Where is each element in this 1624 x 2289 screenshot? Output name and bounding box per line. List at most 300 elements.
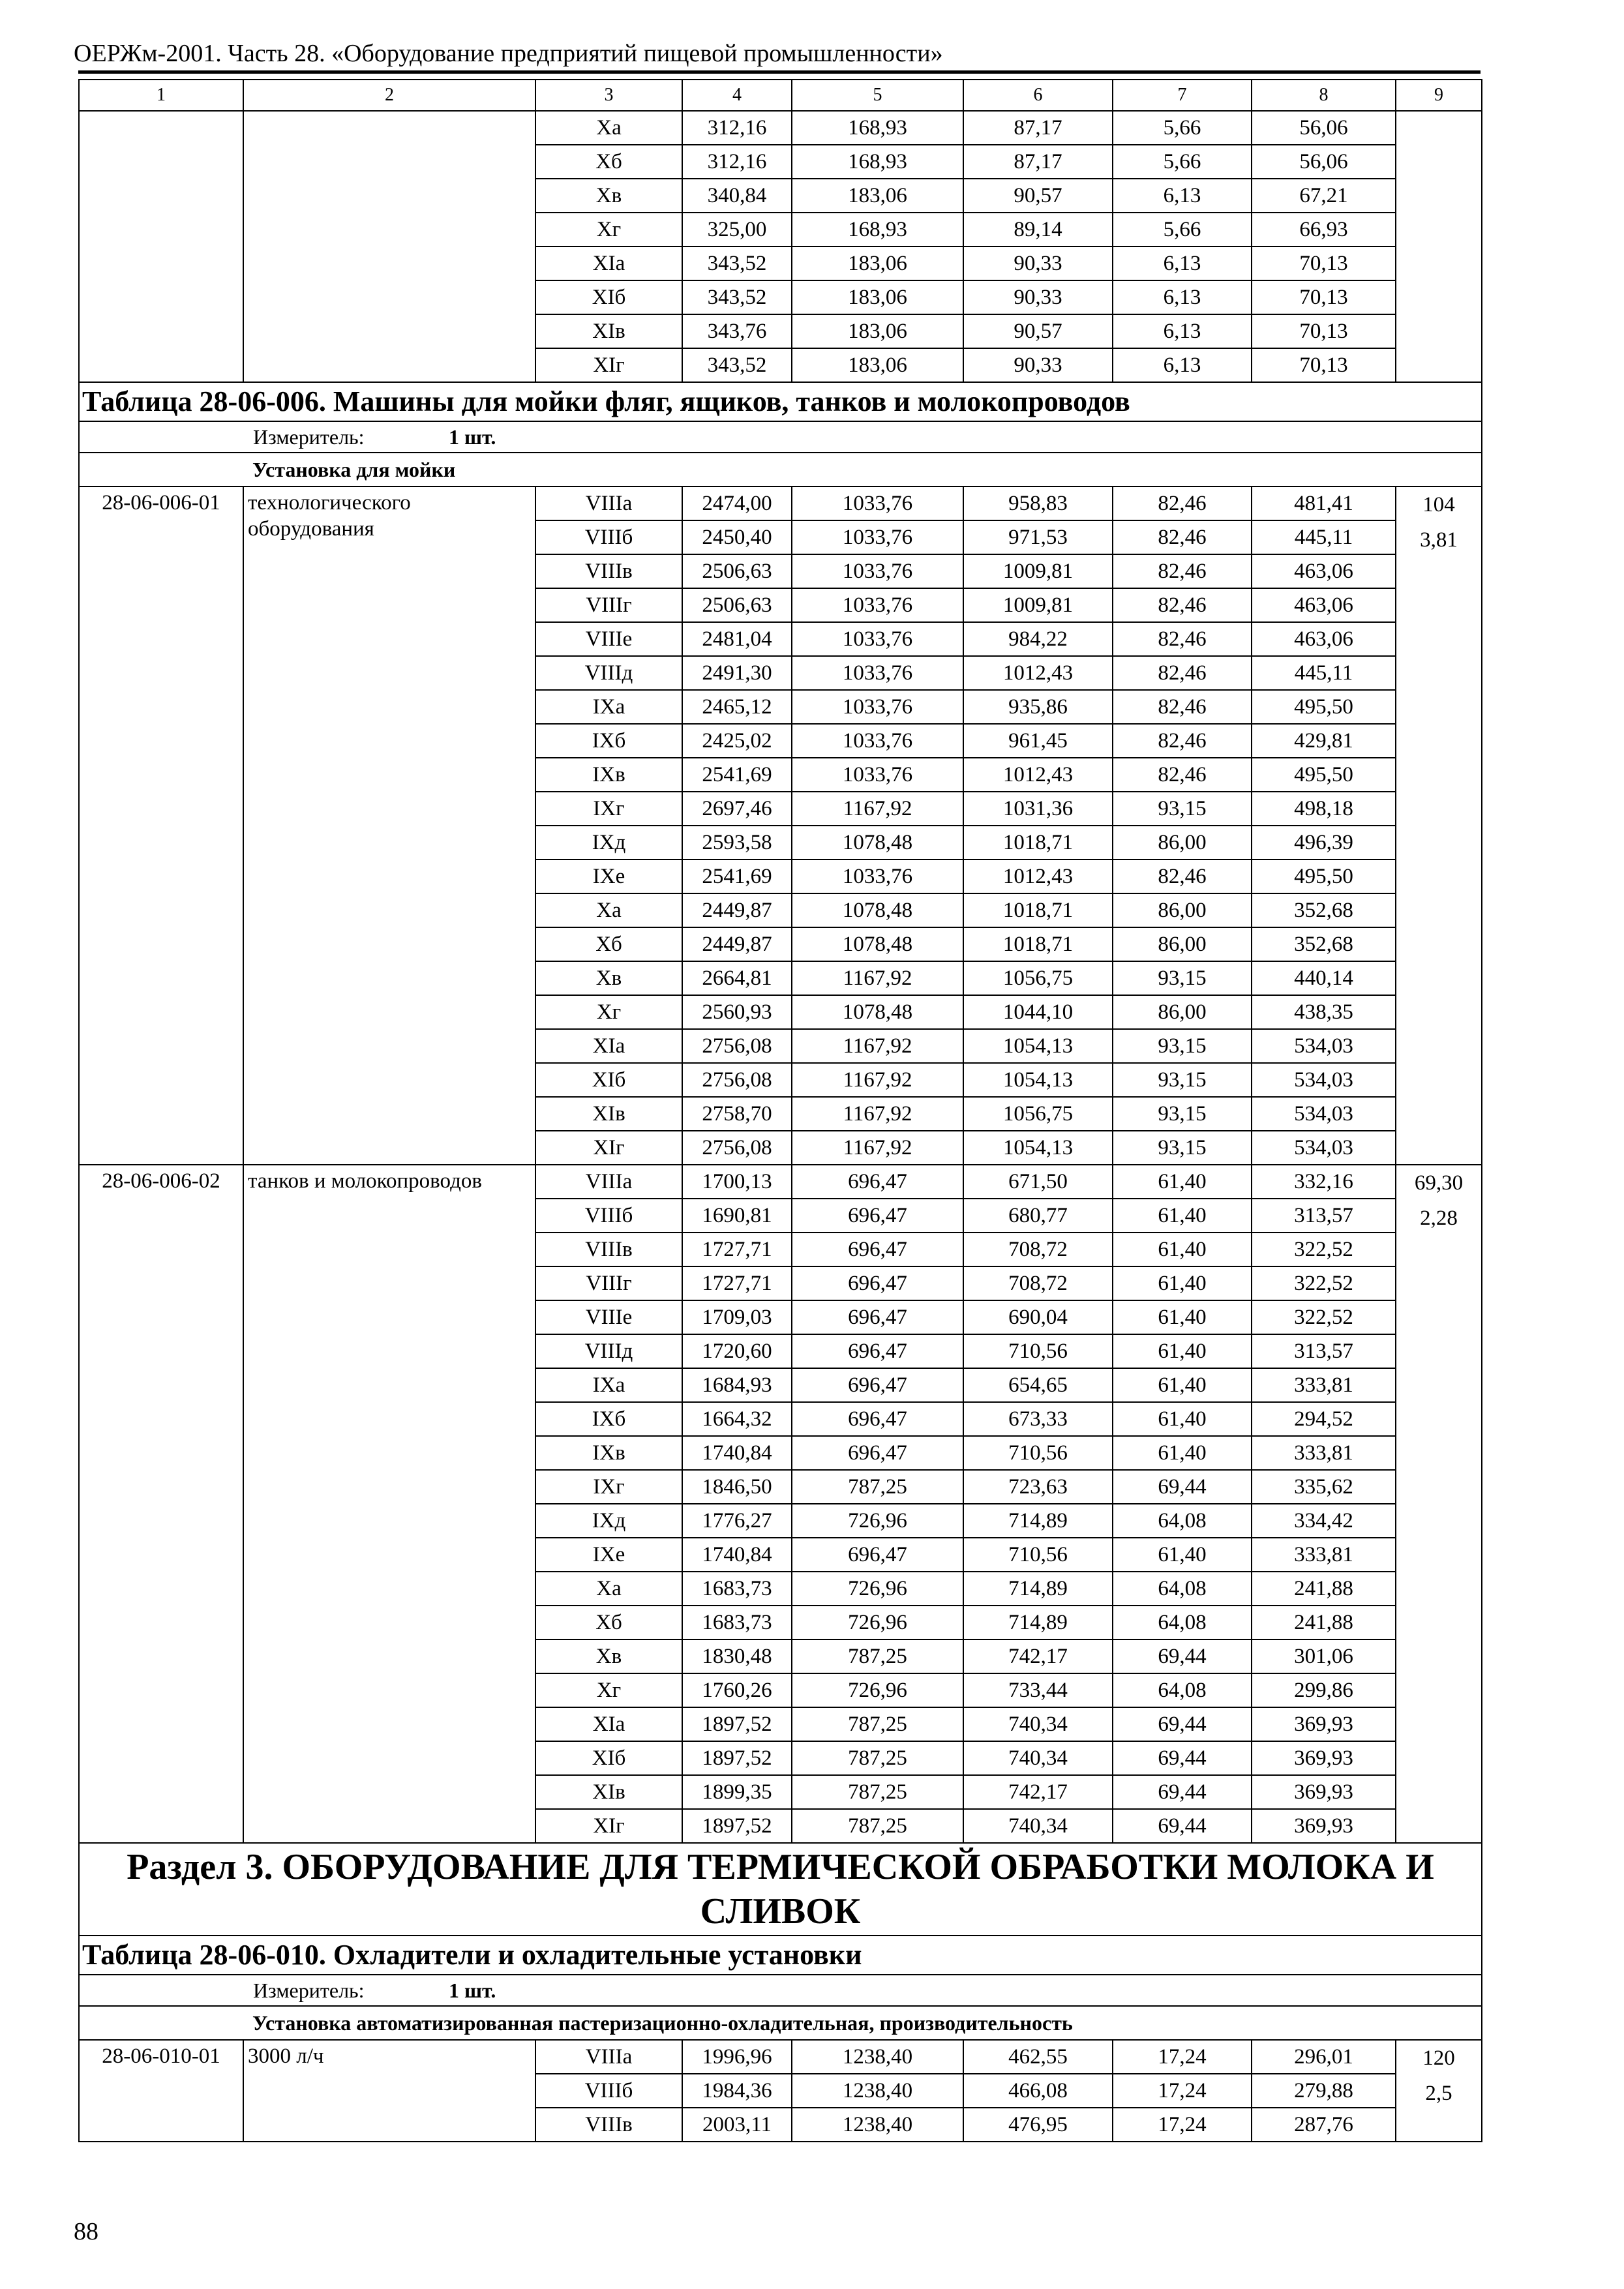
data-cell: 1996,96 xyxy=(682,2040,792,2074)
data-cell: 710,56 xyxy=(963,1436,1113,1470)
data-cell: 70,13 xyxy=(1252,314,1396,348)
data-cell: VIIIг xyxy=(535,1266,682,1300)
data-cell: 1054,13 xyxy=(963,1029,1113,1063)
data-cell: IXв xyxy=(535,1436,682,1470)
data-cell: IXа xyxy=(535,1368,682,1402)
data-cell: 742,17 xyxy=(963,1639,1113,1673)
data-cell: 70,13 xyxy=(1252,280,1396,314)
data-cell: 322,52 xyxy=(1252,1233,1396,1266)
data-cell: 463,06 xyxy=(1252,554,1396,588)
data-cell: 438,35 xyxy=(1252,995,1396,1029)
item-col9 xyxy=(1396,2040,1482,2142)
data-cell: 89,14 xyxy=(963,213,1113,247)
data-cell: 90,33 xyxy=(963,348,1113,382)
data-cell: 1720,60 xyxy=(682,1334,792,1368)
data-cell: 1167,92 xyxy=(792,1131,963,1165)
data-cell: 696,47 xyxy=(792,1436,963,1470)
data-cell: 2449,87 xyxy=(682,893,792,927)
data-cell: 1167,92 xyxy=(792,1097,963,1131)
data-cell: 534,03 xyxy=(1252,1097,1396,1131)
data-cell: 183,06 xyxy=(792,348,963,382)
price-table xyxy=(78,79,1482,2142)
data-cell: 1009,81 xyxy=(963,588,1113,622)
data-cell: 671,50 xyxy=(963,1165,1113,1199)
data-cell: 1167,92 xyxy=(792,792,963,826)
data-cell: 2560,93 xyxy=(682,995,792,1029)
data-cell: 69,44 xyxy=(1113,1741,1252,1775)
data-cell: 726,96 xyxy=(792,1673,963,1707)
table-title-row xyxy=(79,382,1482,421)
subheading-row xyxy=(79,2006,1482,2040)
col9-value: 69,30 xyxy=(1414,1171,1464,1195)
data-cell: 296,01 xyxy=(1252,2040,1396,2074)
data-cell: 1846,50 xyxy=(682,1470,792,1504)
data-cell: 787,25 xyxy=(792,1809,963,1843)
data-cell: 495,50 xyxy=(1252,758,1396,792)
data-cell: 742,17 xyxy=(963,1775,1113,1809)
data-cell: 61,40 xyxy=(1113,1165,1252,1199)
col9-value: 3,81 xyxy=(1420,528,1458,552)
data-cell: Xг xyxy=(535,995,682,1029)
data-cell: 1012,43 xyxy=(963,758,1113,792)
column-number: 7 xyxy=(1113,80,1252,111)
data-cell: 340,84 xyxy=(682,179,792,213)
data-cell: 2756,08 xyxy=(682,1131,792,1165)
data-cell: 279,88 xyxy=(1252,2074,1396,2108)
data-cell: 1664,32 xyxy=(682,1402,792,1436)
data-cell: VIIIа xyxy=(535,1165,682,1199)
data-cell: 87,17 xyxy=(963,111,1113,145)
data-cell: 61,40 xyxy=(1113,1402,1252,1436)
data-cell: 740,34 xyxy=(963,1809,1113,1843)
data-cell: 1238,40 xyxy=(792,2040,963,2074)
col9-value: 2,5 xyxy=(1425,2082,1452,2105)
column-number: 8 xyxy=(1252,80,1396,111)
data-cell: 445,11 xyxy=(1252,520,1396,554)
data-cell: Xб xyxy=(535,927,682,961)
column-number: 1 xyxy=(79,80,243,111)
data-cell: 1897,52 xyxy=(682,1741,792,1775)
data-cell: XIб xyxy=(535,1741,682,1775)
data-cell: 710,56 xyxy=(963,1334,1113,1368)
data-cell: 787,25 xyxy=(792,1470,963,1504)
data-cell: 322,52 xyxy=(1252,1300,1396,1334)
data-cell: 534,03 xyxy=(1252,1029,1396,1063)
data-cell: 313,57 xyxy=(1252,1199,1396,1233)
data-cell: 86,00 xyxy=(1113,995,1252,1029)
data-cell: 733,44 xyxy=(963,1673,1113,1707)
data-cell: Xб xyxy=(535,145,682,179)
data-cell: 61,40 xyxy=(1113,1436,1252,1470)
data-cell: 61,40 xyxy=(1113,1199,1252,1233)
data-cell: 333,81 xyxy=(1252,1436,1396,1470)
data-cell: XIа xyxy=(535,247,682,280)
unit-row xyxy=(79,421,1482,453)
data-cell: 82,46 xyxy=(1113,588,1252,622)
data-cell: Xв xyxy=(535,961,682,995)
data-cell: 2541,69 xyxy=(682,860,792,893)
data-cell: 343,52 xyxy=(682,280,792,314)
table-title: Таблица 28-06-006. Машины для мойки фляг, ящиков, танков и молокопроводов xyxy=(79,382,1482,421)
data-cell: 6,13 xyxy=(1113,314,1252,348)
data-cell: 696,47 xyxy=(792,1233,963,1266)
data-cell: VIIIа xyxy=(535,2040,682,2074)
data-cell: XIг xyxy=(535,1131,682,1165)
data-cell: 334,42 xyxy=(1252,1504,1396,1538)
data-cell: 64,08 xyxy=(1113,1673,1252,1707)
data-cell: 2758,70 xyxy=(682,1097,792,1131)
subheading: Установка автоматизированная пастеризационно-охладительная, производительность xyxy=(79,2006,1482,2040)
data-cell: 69,44 xyxy=(1113,1707,1252,1741)
empty-cell xyxy=(79,111,243,382)
data-cell: 714,89 xyxy=(963,1606,1113,1639)
table-body xyxy=(79,80,1482,2142)
data-cell: 183,06 xyxy=(792,280,963,314)
unit-value: 1 шт. xyxy=(449,425,496,449)
data-cell: Xв xyxy=(535,1639,682,1673)
data-cell: 1238,40 xyxy=(792,2074,963,2108)
data-cell: 82,46 xyxy=(1113,758,1252,792)
column-number: 5 xyxy=(792,80,963,111)
data-cell: 2506,63 xyxy=(682,554,792,588)
data-cell: 70,13 xyxy=(1252,247,1396,280)
data-cell: 168,93 xyxy=(792,145,963,179)
data-cell: 2449,87 xyxy=(682,927,792,961)
data-cell: 1897,52 xyxy=(682,1707,792,1741)
data-cell: 935,86 xyxy=(963,690,1113,724)
data-cell: 1078,48 xyxy=(792,927,963,961)
data-cell: 335,62 xyxy=(1252,1470,1396,1504)
data-cell: IXе xyxy=(535,860,682,893)
data-cell: 696,47 xyxy=(792,1368,963,1402)
data-cell: 1054,13 xyxy=(963,1131,1113,1165)
data-cell: IXе xyxy=(535,1538,682,1572)
data-cell: 1897,52 xyxy=(682,1809,792,1843)
empty-cell xyxy=(1396,111,1482,382)
data-cell: 90,33 xyxy=(963,247,1113,280)
data-cell: 1683,73 xyxy=(682,1606,792,1639)
running-header: ОЕРЖм-2001. Часть 28. «Оборудование предприятий пищевой промышленности» xyxy=(74,40,943,67)
data-cell: VIIIе xyxy=(535,1300,682,1334)
table-row xyxy=(79,486,1482,520)
data-cell: 1033,76 xyxy=(792,656,963,690)
data-cell: 333,81 xyxy=(1252,1538,1396,1572)
data-cell: 312,16 xyxy=(682,111,792,145)
data-cell: 6,13 xyxy=(1113,179,1252,213)
unit-cell xyxy=(79,1975,1482,2006)
data-cell: 1167,92 xyxy=(792,961,963,995)
item-name: 3000 л/ч xyxy=(243,2040,535,2142)
data-cell: 17,24 xyxy=(1113,2108,1252,2142)
data-cell: 343,52 xyxy=(682,247,792,280)
unit-cell xyxy=(79,421,1482,453)
item-name: танков и молокопроводов xyxy=(243,1165,535,1843)
data-cell: XIв xyxy=(535,1775,682,1809)
data-cell: 1033,76 xyxy=(792,554,963,588)
data-cell: 696,47 xyxy=(792,1266,963,1300)
data-cell: 183,06 xyxy=(792,179,963,213)
data-cell: 64,08 xyxy=(1113,1504,1252,1538)
data-cell: 241,88 xyxy=(1252,1606,1396,1639)
column-number: 4 xyxy=(682,80,792,111)
data-cell: 1033,76 xyxy=(792,622,963,656)
data-cell: 61,40 xyxy=(1113,1334,1252,1368)
data-cell: 726,96 xyxy=(792,1504,963,1538)
data-cell: 1054,13 xyxy=(963,1063,1113,1097)
data-cell: 82,46 xyxy=(1113,554,1252,588)
data-cell: XIв xyxy=(535,314,682,348)
data-cell: 534,03 xyxy=(1252,1063,1396,1097)
data-cell: Xа xyxy=(535,1572,682,1606)
data-cell: 1078,48 xyxy=(792,893,963,927)
data-cell: 93,15 xyxy=(1113,961,1252,995)
data-cell: 287,76 xyxy=(1252,2108,1396,2142)
data-cell: 82,46 xyxy=(1113,486,1252,520)
data-cell: 82,46 xyxy=(1113,622,1252,656)
table-row xyxy=(79,111,1482,145)
data-cell: 322,52 xyxy=(1252,1266,1396,1300)
data-cell: 6,13 xyxy=(1113,247,1252,280)
data-cell: 740,34 xyxy=(963,1707,1113,1741)
data-cell: 2465,12 xyxy=(682,690,792,724)
data-cell: 696,47 xyxy=(792,1538,963,1572)
data-cell: 1684,93 xyxy=(682,1368,792,1402)
data-cell: 93,15 xyxy=(1113,1097,1252,1131)
data-cell: 67,21 xyxy=(1252,179,1396,213)
data-cell: 714,89 xyxy=(963,1572,1113,1606)
table-row xyxy=(79,1165,1482,1199)
data-cell: 312,16 xyxy=(682,145,792,179)
data-cell: 325,00 xyxy=(682,213,792,247)
data-cell: 787,25 xyxy=(792,1775,963,1809)
data-cell: 333,81 xyxy=(1252,1368,1396,1402)
data-cell: 696,47 xyxy=(792,1165,963,1199)
data-cell: 429,81 xyxy=(1252,724,1396,758)
data-cell: 971,53 xyxy=(963,520,1113,554)
data-cell: 696,47 xyxy=(792,1199,963,1233)
data-cell: 463,06 xyxy=(1252,622,1396,656)
data-cell: 82,46 xyxy=(1113,690,1252,724)
data-cell: 2425,02 xyxy=(682,724,792,758)
data-cell: VIIIд xyxy=(535,1334,682,1368)
data-cell: 654,65 xyxy=(963,1368,1113,1402)
data-cell: 1078,48 xyxy=(792,826,963,860)
data-cell: 673,33 xyxy=(963,1402,1113,1436)
data-cell: 534,03 xyxy=(1252,1131,1396,1165)
data-cell: 2491,30 xyxy=(682,656,792,690)
subheading: Установка для мойки xyxy=(79,453,1482,486)
data-cell: VIIIб xyxy=(535,2074,682,2108)
data-cell: 241,88 xyxy=(1252,1572,1396,1606)
subheading-row xyxy=(79,453,1482,486)
data-cell: 1776,27 xyxy=(682,1504,792,1538)
data-cell: XIб xyxy=(535,1063,682,1097)
data-cell: 1033,76 xyxy=(792,758,963,792)
data-cell: 5,66 xyxy=(1113,145,1252,179)
data-cell: 70,13 xyxy=(1252,348,1396,382)
data-cell: 787,25 xyxy=(792,1707,963,1741)
item-col9 xyxy=(1396,486,1482,1165)
data-cell: IXб xyxy=(535,1402,682,1436)
data-cell: 1984,36 xyxy=(682,2074,792,2108)
data-cell: IXг xyxy=(535,1470,682,1504)
data-cell: 481,41 xyxy=(1252,486,1396,520)
data-cell: VIIIе xyxy=(535,622,682,656)
data-cell: 1012,43 xyxy=(963,656,1113,690)
data-cell: 352,68 xyxy=(1252,893,1396,927)
data-cell: 1727,71 xyxy=(682,1233,792,1266)
data-cell: 2450,40 xyxy=(682,520,792,554)
unit-value: 1 шт. xyxy=(449,1979,496,2002)
data-cell: 787,25 xyxy=(792,1639,963,1673)
data-cell: IXа xyxy=(535,690,682,724)
data-cell: 2506,63 xyxy=(682,588,792,622)
column-number: 3 xyxy=(535,80,682,111)
data-cell: 1018,71 xyxy=(963,893,1113,927)
col9-value: 104 xyxy=(1422,493,1455,516)
data-cell: 787,25 xyxy=(792,1741,963,1775)
item-code: 28-06-006-02 xyxy=(79,1165,243,1843)
data-cell: 86,00 xyxy=(1113,826,1252,860)
data-cell: 82,46 xyxy=(1113,724,1252,758)
data-cell: 2756,08 xyxy=(682,1063,792,1097)
data-cell: 299,86 xyxy=(1252,1673,1396,1707)
data-cell: IXб xyxy=(535,724,682,758)
data-cell: VIIIг xyxy=(535,588,682,622)
data-cell: 714,89 xyxy=(963,1504,1113,1538)
data-cell: 1033,76 xyxy=(792,860,963,893)
data-cell: 723,63 xyxy=(963,1470,1113,1504)
data-cell: 61,40 xyxy=(1113,1368,1252,1402)
data-cell: Xб xyxy=(535,1606,682,1639)
data-cell: 294,52 xyxy=(1252,1402,1396,1436)
data-cell: 1056,75 xyxy=(963,961,1113,995)
data-cell: 1700,13 xyxy=(682,1165,792,1199)
data-cell: 1709,03 xyxy=(682,1300,792,1334)
unit-label: Измеритель: xyxy=(253,1979,365,2002)
data-cell: VIIIб xyxy=(535,520,682,554)
data-cell: 61,40 xyxy=(1113,1266,1252,1300)
column-number: 6 xyxy=(963,80,1113,111)
data-cell: Xг xyxy=(535,213,682,247)
data-cell: 82,46 xyxy=(1113,656,1252,690)
data-cell: 726,96 xyxy=(792,1606,963,1639)
data-cell: 56,06 xyxy=(1252,111,1396,145)
data-cell: 183,06 xyxy=(792,314,963,348)
data-cell: 69,44 xyxy=(1113,1809,1252,1843)
header-rule xyxy=(78,70,1481,74)
data-cell: 87,17 xyxy=(963,145,1113,179)
data-cell: 462,55 xyxy=(963,2040,1113,2074)
item-col9 xyxy=(1396,1165,1482,1843)
data-cell: XIа xyxy=(535,1707,682,1741)
item-code: 28-06-010-01 xyxy=(79,2040,243,2142)
data-cell: 64,08 xyxy=(1113,1606,1252,1639)
data-cell: IXв xyxy=(535,758,682,792)
col9-value: 120 xyxy=(1422,2046,1455,2070)
data-cell: 93,15 xyxy=(1113,1063,1252,1097)
data-cell: 498,18 xyxy=(1252,792,1396,826)
table-row xyxy=(79,2040,1482,2074)
data-cell: 2481,04 xyxy=(682,622,792,656)
data-cell: 496,39 xyxy=(1252,826,1396,860)
data-cell: 680,77 xyxy=(963,1199,1113,1233)
data-cell: 332,16 xyxy=(1252,1165,1396,1199)
data-cell: 495,50 xyxy=(1252,860,1396,893)
data-cell: 61,40 xyxy=(1113,1538,1252,1572)
data-cell: 1740,84 xyxy=(682,1538,792,1572)
data-cell: 710,56 xyxy=(963,1538,1113,1572)
data-cell: 1830,48 xyxy=(682,1639,792,1673)
data-cell: 1760,26 xyxy=(682,1673,792,1707)
data-cell: 440,14 xyxy=(1252,961,1396,995)
data-cell: 1012,43 xyxy=(963,860,1113,893)
data-cell: 369,93 xyxy=(1252,1741,1396,1775)
data-cell: 168,93 xyxy=(792,111,963,145)
data-cell: 690,04 xyxy=(963,1300,1113,1334)
data-cell: 476,95 xyxy=(963,2108,1113,2142)
data-cell: 1690,81 xyxy=(682,1199,792,1233)
page-number: 88 xyxy=(74,2218,98,2245)
data-cell: IXг xyxy=(535,792,682,826)
data-cell: VIIIв xyxy=(535,1233,682,1266)
data-cell: 5,66 xyxy=(1113,111,1252,145)
data-cell: 2003,11 xyxy=(682,2108,792,2142)
data-cell: 495,50 xyxy=(1252,690,1396,724)
data-cell: VIIIд xyxy=(535,656,682,690)
data-cell: 1899,35 xyxy=(682,1775,792,1809)
data-cell: 1044,10 xyxy=(963,995,1113,1029)
data-cell: 1033,76 xyxy=(792,690,963,724)
section-row xyxy=(79,1843,1482,1936)
data-cell: 696,47 xyxy=(792,1402,963,1436)
data-cell: 93,15 xyxy=(1113,1131,1252,1165)
data-cell: Xг xyxy=(535,1673,682,1707)
data-cell: VIIIв xyxy=(535,2108,682,2142)
data-cell: 445,11 xyxy=(1252,656,1396,690)
data-cell: 1031,36 xyxy=(963,792,1113,826)
data-cell: 1683,73 xyxy=(682,1572,792,1606)
data-cell: 17,24 xyxy=(1113,2074,1252,2108)
data-cell: 93,15 xyxy=(1113,1029,1252,1063)
data-cell: Xв xyxy=(535,179,682,213)
data-cell: 343,76 xyxy=(682,314,792,348)
data-cell: XIг xyxy=(535,348,682,382)
column-number: 9 xyxy=(1396,80,1482,111)
data-cell: Xа xyxy=(535,893,682,927)
column-number: 2 xyxy=(243,80,535,111)
data-cell: XIа xyxy=(535,1029,682,1063)
unit-row xyxy=(79,1975,1482,2006)
item-name: технологического оборудования xyxy=(243,486,535,1165)
data-cell: 56,06 xyxy=(1252,145,1396,179)
table-title: Таблица 28-06-010. Охладители и охладительные установки xyxy=(79,1936,1482,1975)
data-cell: 61,40 xyxy=(1113,1233,1252,1266)
column-number-row xyxy=(79,80,1482,111)
data-cell: 369,93 xyxy=(1252,1707,1396,1741)
data-cell: 958,83 xyxy=(963,486,1113,520)
data-cell: 1033,76 xyxy=(792,486,963,520)
section-title: Раздел 3. ОБОРУДОВАНИЕ ДЛЯ ТЕРМИЧЕСКОЙ ОБРАБОТКИ МОЛОКА И СЛИВОК xyxy=(79,1843,1482,1936)
data-cell: 66,93 xyxy=(1252,213,1396,247)
data-cell: 2541,69 xyxy=(682,758,792,792)
data-cell: 343,52 xyxy=(682,348,792,382)
data-cell: 1009,81 xyxy=(963,554,1113,588)
data-cell: 1033,76 xyxy=(792,724,963,758)
data-cell: 696,47 xyxy=(792,1334,963,1368)
data-cell: 2756,08 xyxy=(682,1029,792,1063)
data-cell: 708,72 xyxy=(963,1233,1113,1266)
